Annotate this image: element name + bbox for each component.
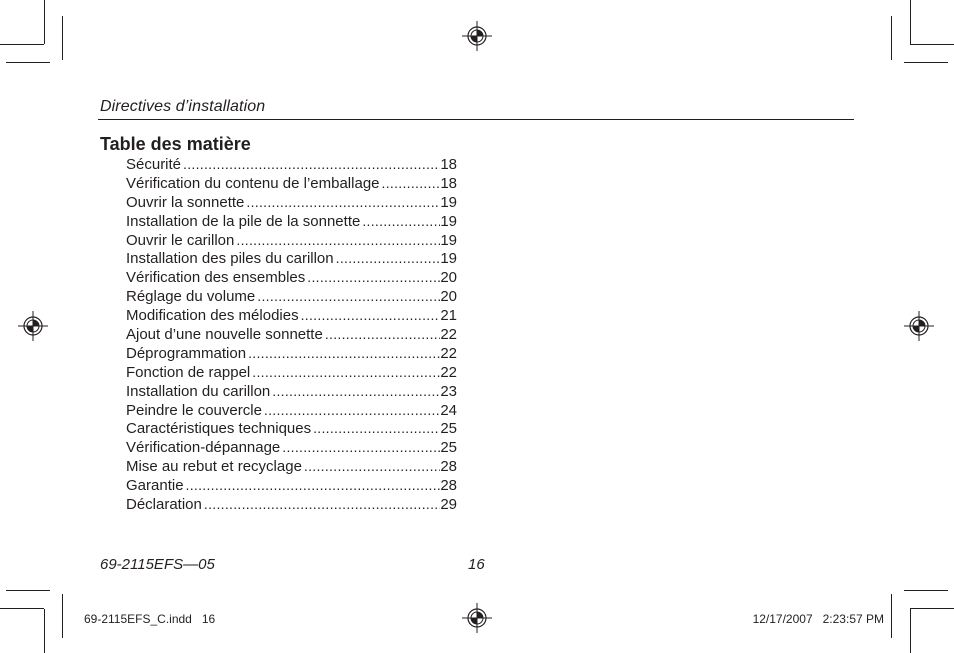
toc-entry-label: Ouvrir le carillon (126, 231, 235, 249)
toc-entry (126, 174, 457, 193)
toc-dot-leader (270, 382, 440, 401)
crop-mark (6, 62, 50, 63)
toc-entry-page: 20 (440, 269, 457, 287)
toc-dot-leader (181, 155, 440, 174)
crop-mark (891, 594, 892, 638)
toc-entry-label: Caractéristiques techniques (126, 420, 312, 438)
toc-entry-label: Ajout d’une nouvelle sonnette (126, 326, 323, 344)
crop-mark (62, 16, 63, 60)
toc-entry-page: 20 (440, 288, 457, 306)
toc-dot-leader (360, 212, 440, 231)
toc-entry-label: Installation de la pile de la sonnette (126, 212, 361, 230)
crop-mark (0, 608, 44, 609)
toc-entry-page: 22 (440, 363, 457, 381)
crop-mark (910, 609, 911, 653)
toc-entry (126, 155, 457, 174)
toc-entry (126, 268, 457, 287)
toc-dot-leader (262, 401, 440, 420)
toc-entry-page: 22 (440, 344, 457, 362)
crop-mark (44, 609, 45, 653)
toc-dot-leader (302, 457, 440, 476)
toc-entry (126, 249, 457, 268)
registration-mark-icon (462, 21, 492, 51)
toc-entry (126, 438, 457, 457)
toc-entry-page: 19 (440, 212, 457, 230)
toc-entry (126, 344, 457, 363)
toc-entry (126, 306, 457, 325)
toc-dot-leader (202, 495, 440, 514)
toc-entry (126, 495, 457, 514)
header-divider (98, 119, 854, 120)
toc-entry-page: 18 (440, 156, 457, 173)
toc-entry-label: Sécurité (126, 156, 182, 173)
toc-entry (126, 382, 457, 401)
crop-mark (910, 608, 954, 609)
crop-mark (891, 16, 892, 60)
toc-entry-label: Modification des mélodies (126, 307, 299, 325)
document-number: 69-2115EFS—05 (100, 556, 215, 573)
toc-entry (126, 287, 457, 306)
toc-entry (126, 193, 457, 212)
toc-entry-label: Déprogrammation (126, 344, 247, 362)
toc-list (126, 155, 457, 514)
toc-entry-label: Vérification-dépannage (126, 439, 281, 457)
toc-dot-leader (234, 231, 440, 250)
crop-mark (0, 44, 44, 45)
toc-dot-leader (184, 476, 441, 495)
toc-entry (126, 476, 457, 495)
toc-entry-label: Installation du carillon (126, 382, 271, 400)
toc-dot-leader (246, 344, 440, 363)
crop-mark (910, 44, 954, 45)
toc-entry-label: Ouvrir la sonnette (126, 193, 245, 211)
toc-entry-label: Réglage du volume (126, 288, 256, 306)
toc-entry-page: 18 (440, 174, 457, 192)
toc-entry (126, 325, 457, 344)
toc-entry (126, 231, 457, 250)
toc-dot-leader (305, 268, 440, 287)
toc-entry (126, 401, 457, 420)
crop-mark (44, 0, 45, 44)
section-title: Directives d’installation (100, 98, 266, 115)
toc-dot-leader (380, 174, 441, 193)
toc-entry-label: Installation des piles du carillon (126, 250, 334, 268)
crop-mark (910, 0, 911, 44)
slug-file-name: 69-2115EFS_C.indd 16 (84, 612, 216, 626)
toc-dot-leader (311, 419, 440, 438)
toc-entry-page: 28 (440, 458, 457, 476)
page-number: 16 (468, 556, 485, 573)
toc-entry-label: Peindre le couvercle (126, 401, 262, 419)
toc-dot-leader (280, 438, 440, 457)
toc-entry (126, 212, 457, 231)
toc-dot-leader (299, 306, 441, 325)
toc-heading: Table des matière (100, 134, 251, 154)
crop-mark (62, 594, 63, 638)
toc-entry-page: 19 (440, 231, 457, 249)
toc-entry-label: Fonction de rappel (126, 363, 251, 381)
toc-entry-page: 28 (440, 477, 457, 495)
toc-entry-label: Vérification des ensembles (126, 269, 306, 287)
registration-mark-icon (18, 311, 48, 341)
toc-entry-page: 25 (440, 439, 457, 457)
toc-entry-page: 29 (440, 496, 457, 514)
crop-mark (6, 590, 50, 591)
toc-dot-leader (250, 363, 440, 382)
toc-entry (126, 363, 457, 382)
toc-entry-label: Garantie (126, 477, 184, 495)
toc-entry-label: Mise au rebut et recyclage (126, 458, 302, 476)
registration-mark-icon (904, 311, 934, 341)
toc-entry (126, 419, 457, 438)
toc-entry-page: 19 (440, 250, 457, 268)
toc-dot-leader (244, 193, 440, 212)
toc-entry-page: 24 (440, 401, 457, 419)
toc-dot-leader (255, 287, 440, 306)
toc-dot-leader (323, 325, 440, 344)
crop-mark (904, 62, 948, 63)
toc-entry-page: 22 (440, 326, 457, 344)
toc-entry-page: 19 (440, 193, 457, 211)
toc-entry-page: 25 (440, 420, 457, 438)
toc-entry-label: Déclaration (126, 496, 202, 514)
slug-timestamp: 12/17/2007 2:23:57 PM (752, 612, 884, 626)
toc-entry-page: 21 (440, 307, 457, 325)
toc-entry-label: Vérification du contenu de l’emballage (126, 174, 380, 192)
registration-mark-icon (462, 603, 492, 633)
crop-mark (904, 590, 948, 591)
toc-entry (126, 457, 457, 476)
toc-entry-page: 23 (440, 382, 457, 400)
toc-dot-leader (334, 249, 441, 268)
